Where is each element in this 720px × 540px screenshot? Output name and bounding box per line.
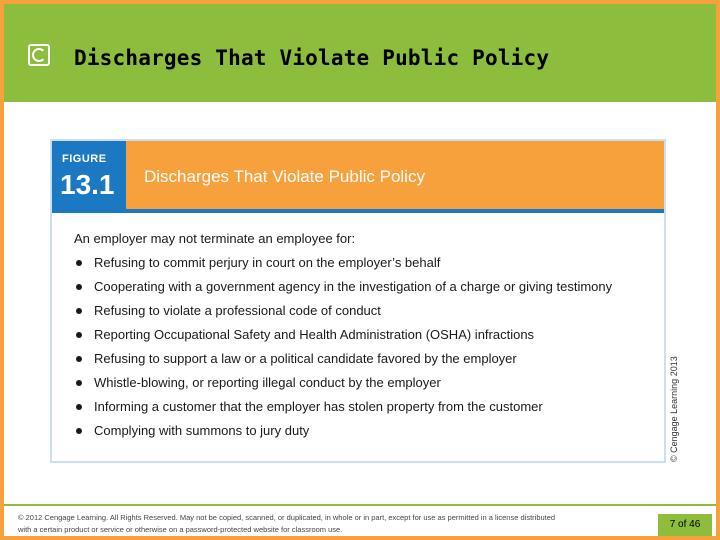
figure-title: Discharges That Violate Public Policy: [144, 167, 425, 186]
figure-list: [74, 255, 612, 447]
bullet-icon: [76, 260, 82, 266]
bullet-icon: [76, 332, 82, 338]
bullet-icon: [76, 284, 82, 290]
list-item-text: Reporting Occupational Safety and Health Administration (OSHA) infractions: [94, 327, 535, 342]
bullet-icon: [76, 380, 82, 386]
bullet-icon: [76, 404, 82, 410]
list-item: [74, 375, 612, 399]
list-item-text: Whistle-blowing, or reporting illegal conduct by the employer: [94, 375, 441, 390]
figure-label: FIGURE: [62, 153, 107, 165]
list-item-text: Complying with summons to jury duty: [94, 423, 310, 438]
list-item-text: Cooperating with a government agency in the investigation of a charge or giving testimony: [94, 279, 613, 294]
slide-bullet-icon: [28, 44, 50, 66]
slide: [4, 4, 716, 536]
list-item: [74, 327, 612, 351]
list-item: [74, 351, 612, 375]
list-item-text: Refusing to support a law or a political candidate favored by the employer: [94, 351, 517, 366]
figure-box: [50, 139, 666, 463]
list-item: [74, 303, 612, 327]
figure-intro: An employer may not terminate an employee for:: [74, 231, 356, 246]
list-item-text: Informing a customer that the employer has stolen property from the customer: [94, 399, 543, 414]
footer-divider: [4, 504, 716, 506]
list-item-text: Refusing to commit perjury in court on the employer’s behalf: [94, 255, 441, 270]
title-bar: [4, 4, 716, 102]
figure-header: [52, 141, 664, 209]
figure-credit: © Cengage Learning 2013: [669, 356, 679, 462]
list-item-text: Refusing to violate a professional code of conduct: [94, 303, 381, 318]
footer-copyright: © 2012 Cengage Learning. All Rights Reserved. May not be copied, scanned, or duplicated, in whole or in part, except for use as permitted in a license distributed with a certain product or service or otherwise on a password-protected website for classroom use.: [18, 513, 556, 534]
list-item: [74, 423, 612, 447]
bullet-icon: [76, 308, 82, 314]
bullet-icon: [76, 356, 82, 362]
figure-number: 13.1: [60, 169, 115, 200]
list-item: [74, 399, 612, 423]
page-number: 7 of 46: [658, 514, 712, 536]
figure-badge: [52, 141, 126, 209]
slide-title: Discharges That Violate Public Policy: [74, 46, 550, 70]
list-item: [74, 255, 612, 279]
list-item: [74, 279, 612, 303]
figure-divider: [52, 209, 664, 213]
bullet-icon: [76, 428, 82, 434]
